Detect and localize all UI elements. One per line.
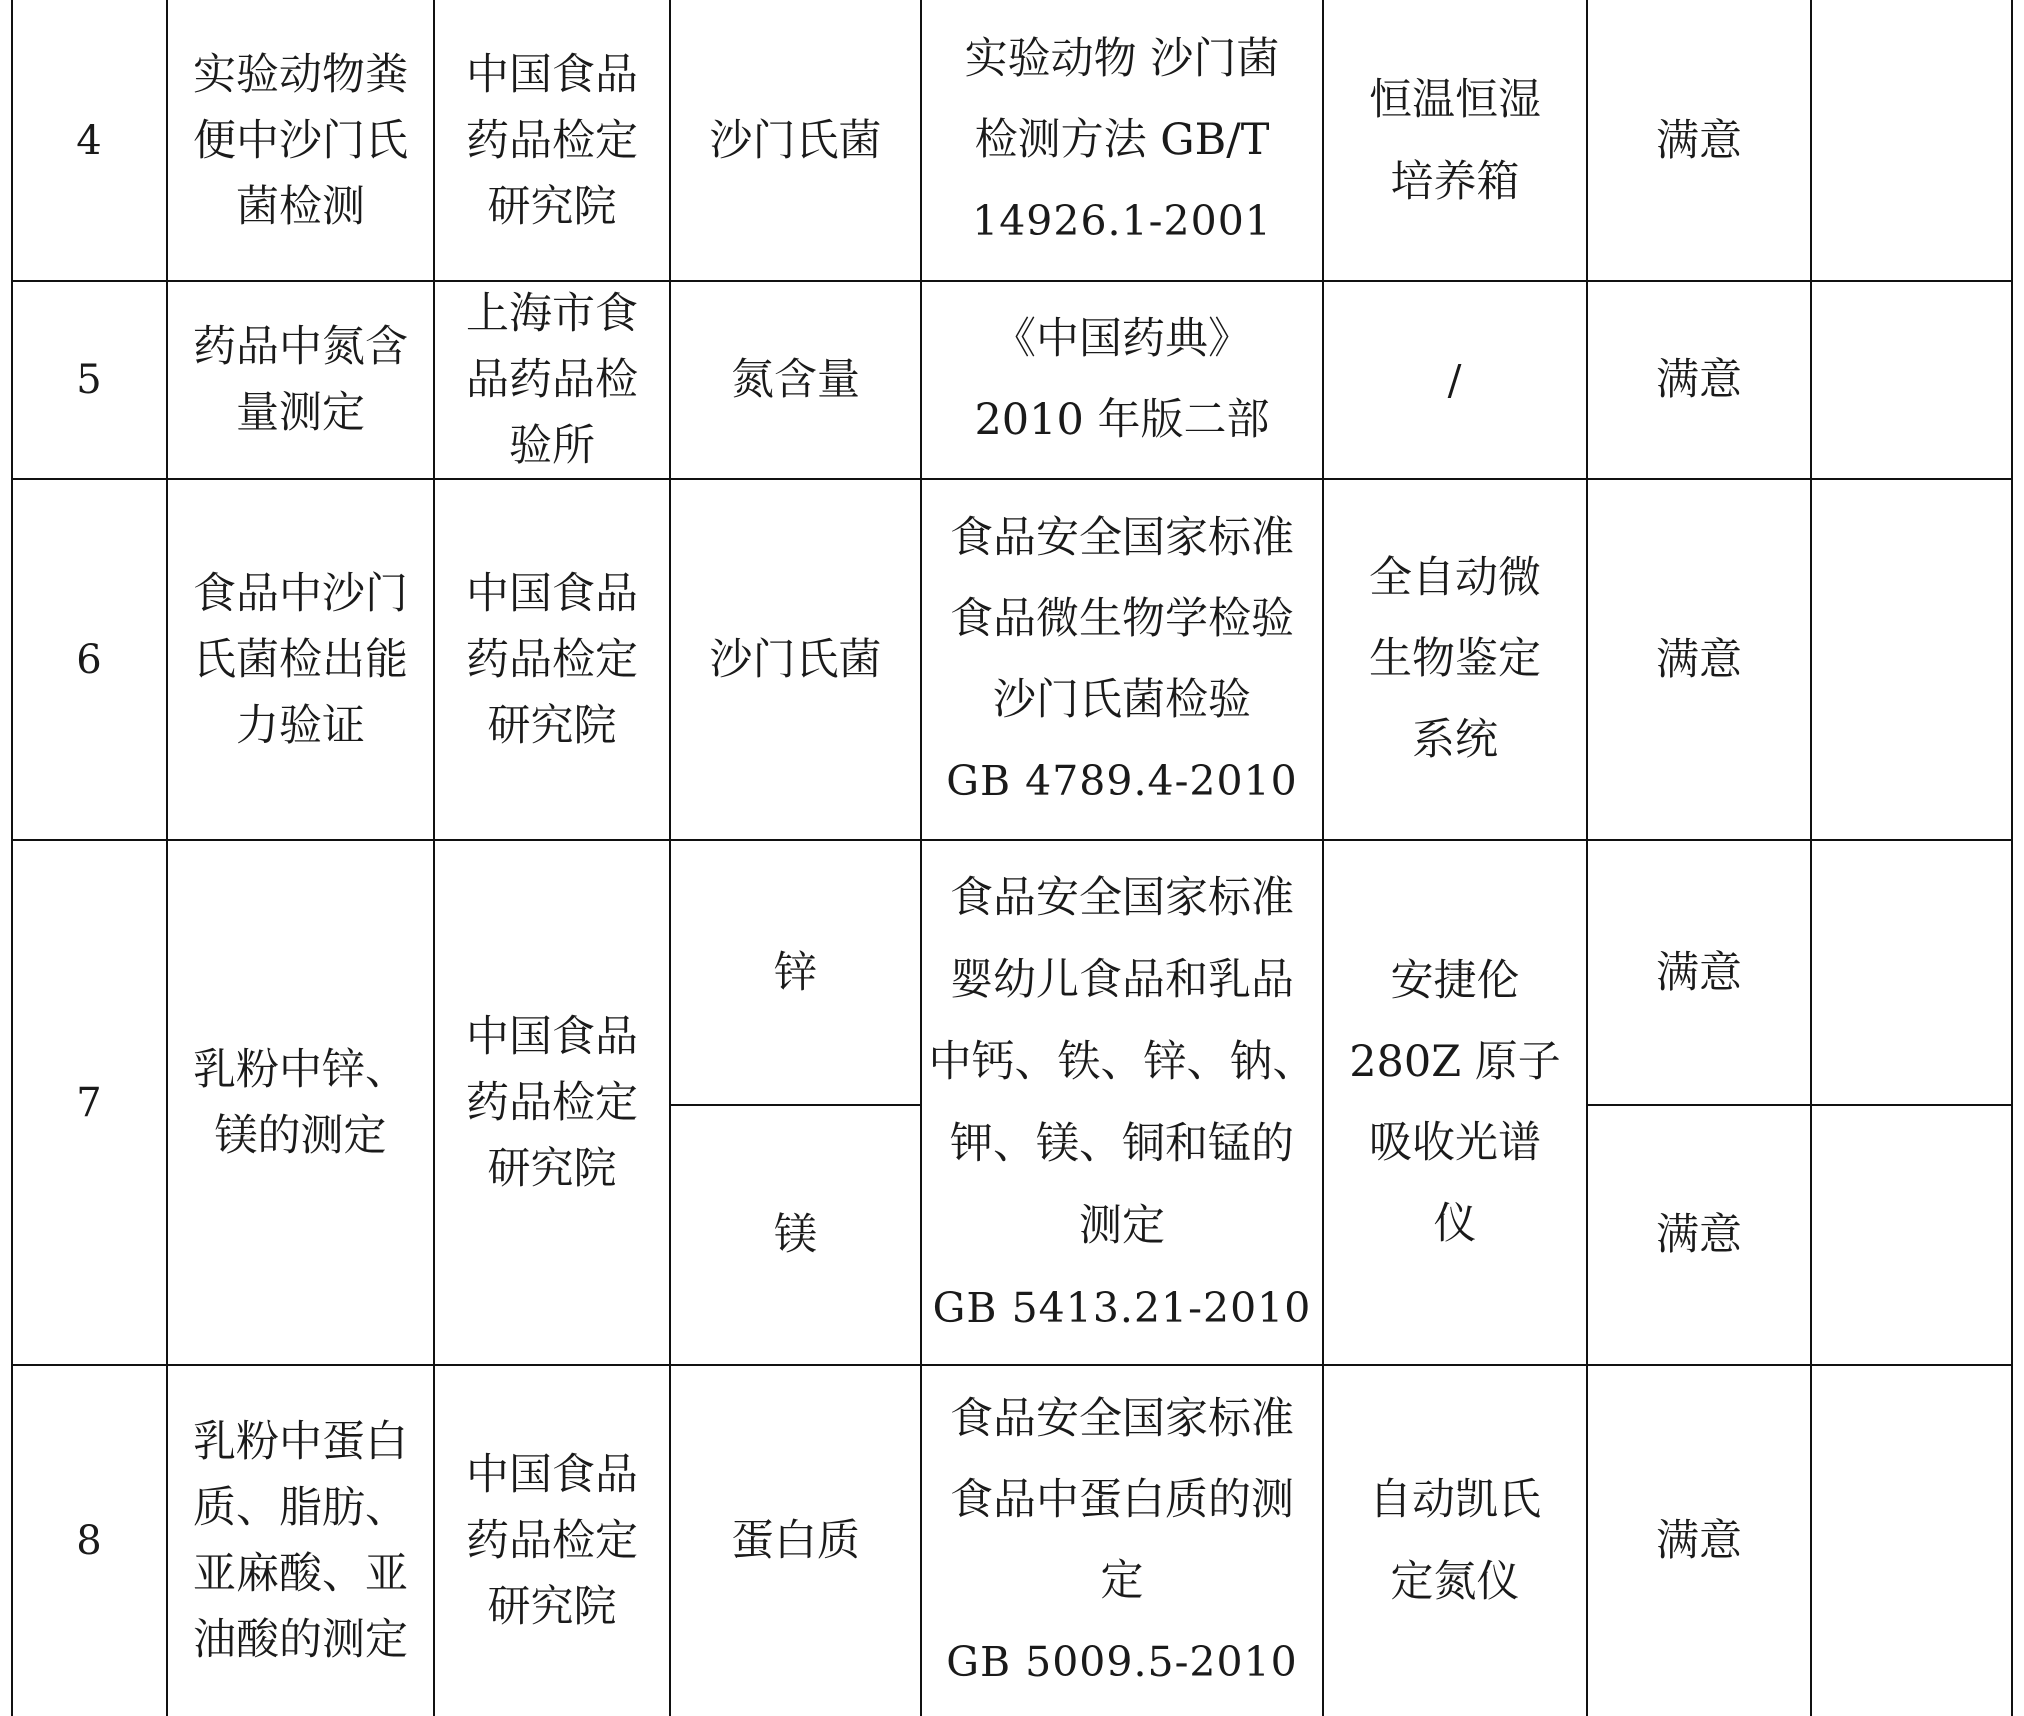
project-name-line: 乳粉中蛋白	[193, 1416, 408, 1467]
equipment-line: 系统	[1412, 715, 1498, 765]
result-line: 满意	[1656, 1210, 1742, 1260]
result	[1587, 1105, 1811, 1365]
test-method-line: 食品微生物学检验	[950, 593, 1294, 644]
equipment-line: 吸收光谱	[1369, 1117, 1541, 1168]
project-name-line: 亚麻酸、亚	[193, 1548, 408, 1599]
remark	[1811, 281, 2012, 479]
row-rule	[12, 1364, 2012, 1366]
column-rule	[2011, 0, 2013, 1716]
organizer	[434, 840, 670, 1365]
organizer-line: 中国食品	[466, 568, 638, 619]
row-number	[12, 479, 167, 840]
test-item-line: 氮含量	[731, 355, 860, 405]
organizer-line: 中国食品	[466, 49, 638, 100]
result	[1587, 1365, 1811, 1716]
equipment	[1323, 479, 1587, 840]
row-rule	[12, 280, 2012, 282]
remark	[1811, 840, 2012, 1105]
row-number	[12, 281, 167, 479]
organizer-line: 品药品检	[466, 355, 638, 405]
test-method-line: 14926.1-2001	[972, 197, 1272, 245]
test-method-line: 定	[1100, 1555, 1144, 1606]
test-method	[921, 479, 1323, 840]
test-method-line: GB 4789.4-2010	[946, 756, 1298, 805]
test-method-line: GB 5009.5-2010	[946, 1637, 1298, 1686]
result	[1587, 0, 1811, 281]
row-number-line: 4	[76, 117, 103, 164]
result-line: 满意	[1656, 1515, 1742, 1566]
project-name-line: 便中沙门氏	[193, 115, 408, 166]
test-item	[670, 1105, 921, 1365]
test-method-line: 食品安全国家标准	[950, 512, 1294, 563]
row-rule	[12, 478, 2012, 480]
test-method	[921, 0, 1323, 281]
result-line: 满意	[1656, 355, 1742, 405]
organizer-line: 上海市食	[466, 289, 638, 339]
equipment-line: 全自动微	[1369, 553, 1541, 603]
test-method-line: 检测方法 GB/T	[974, 115, 1270, 165]
project-name-line: 镁的测定	[214, 1110, 387, 1161]
equipment	[1323, 840, 1587, 1365]
column-rule	[433, 0, 435, 1716]
row-rule	[12, 839, 2012, 841]
equipment-line: 恒温恒湿	[1369, 74, 1541, 125]
test-item	[670, 281, 921, 479]
project-name-line: 菌检测	[236, 181, 365, 232]
equipment-line: 安捷伦	[1390, 955, 1520, 1006]
test-item-line: 沙门氏菌	[709, 115, 882, 166]
test-method-line: 钾、镁、铜和锰的	[950, 1118, 1294, 1169]
project-name-line: 量测定	[236, 388, 365, 438]
row-number-line: 8	[76, 1517, 103, 1564]
column-rule	[920, 0, 922, 1716]
sub-row-rule	[1587, 1104, 2012, 1106]
row-number	[12, 1365, 167, 1716]
organizer-line: 研究院	[487, 1581, 617, 1632]
project-name	[167, 281, 434, 479]
remark	[1811, 479, 2012, 840]
test-method-line: 婴幼儿食品和乳品	[950, 954, 1294, 1005]
test-item-line: 沙门氏菌	[709, 634, 882, 685]
remark	[1811, 1365, 2012, 1716]
organizer-line: 研究院	[487, 181, 617, 232]
test-item-line: 镁	[774, 1210, 817, 1260]
result-line: 满意	[1656, 634, 1742, 685]
remark	[1811, 0, 2012, 281]
remark	[1811, 1105, 2012, 1365]
project-name-line: 质、脂肪、	[193, 1482, 408, 1533]
column-rule	[11, 0, 13, 1716]
equipment	[1323, 0, 1587, 281]
project-name-line: 油酸的测定	[193, 1614, 408, 1665]
equipment-line: 生物鉴定	[1369, 634, 1541, 684]
column-rule	[669, 0, 671, 1716]
project-name-line: 乳粉中锌、	[193, 1044, 408, 1095]
test-method	[921, 281, 1323, 479]
project-name	[167, 1365, 434, 1716]
organizer-line: 验所	[509, 421, 595, 471]
test-item	[670, 0, 921, 281]
column-rule	[1810, 0, 1812, 1716]
test-method-line: 食品安全国家标准	[950, 872, 1294, 923]
test-method-line: 食品中蛋白质的测	[950, 1474, 1294, 1525]
equipment-line: 定氮仪	[1390, 1556, 1520, 1607]
organizer-line: 中国食品	[466, 1449, 638, 1500]
project-name-line: 力验证	[236, 700, 365, 751]
project-name	[167, 0, 434, 281]
row-number-line: 5	[76, 357, 103, 403]
equipment-line: 培养箱	[1390, 156, 1520, 207]
test-method-line: 实验动物 沙门菌	[964, 34, 1280, 84]
column-rule	[166, 0, 168, 1716]
test-method-line: 《中国药典》	[993, 314, 1251, 364]
project-name-line: 药品中氮含	[193, 322, 408, 372]
test-item	[670, 840, 921, 1105]
equipment-line: 280Z 原子	[1349, 1036, 1561, 1087]
test-method	[921, 840, 1323, 1365]
test-method-line: 沙门氏菌检验	[993, 674, 1251, 725]
organizer-line: 中国食品	[466, 1011, 638, 1062]
test-method-line: GB 5413.21-2010	[932, 1283, 1312, 1332]
organizer	[434, 0, 670, 281]
test-method-line: 测定	[1079, 1200, 1165, 1251]
organizer	[434, 281, 670, 479]
equipment	[1323, 1365, 1587, 1716]
sub-row-rule	[670, 1104, 921, 1106]
test-item	[670, 1365, 921, 1716]
equipment-line: 仪	[1433, 1198, 1477, 1249]
equipment-line: /	[1447, 356, 1463, 404]
organizer	[434, 479, 670, 840]
organizer-line: 药品检定	[466, 634, 638, 685]
organizer-line: 药品检定	[466, 1515, 638, 1566]
project-name	[167, 840, 434, 1365]
test-method-line: 食品安全国家标准	[950, 1393, 1294, 1444]
project-name-line: 氏菌检出能	[193, 634, 408, 685]
result	[1587, 281, 1811, 479]
row-number	[12, 0, 167, 281]
row-number-line: 6	[76, 636, 103, 683]
equipment-line: 自动凯氏	[1369, 1474, 1541, 1525]
test-method-line: 中钙、铁、锌、钠、	[928, 1036, 1316, 1087]
organizer-line: 药品检定	[466, 1077, 638, 1128]
result-line: 满意	[1656, 115, 1742, 166]
row-number-line: 7	[76, 1079, 103, 1126]
organizer-line: 研究院	[487, 700, 617, 751]
test-method	[921, 1365, 1323, 1716]
test-item	[670, 479, 921, 840]
organizer-line: 药品检定	[466, 115, 638, 166]
organizer	[434, 1365, 670, 1716]
test-method-line: 2010 年版二部	[974, 395, 1270, 445]
test-item-line: 蛋白质	[731, 1515, 860, 1566]
organizer-line: 研究院	[487, 1143, 617, 1194]
row-number	[12, 840, 167, 1365]
project-name	[167, 479, 434, 840]
result	[1587, 840, 1811, 1105]
equipment	[1323, 281, 1587, 479]
result-line: 满意	[1656, 947, 1742, 998]
column-rule	[1322, 0, 1324, 1716]
test-item-line: 锌	[774, 947, 817, 998]
project-name-line: 实验动物粪	[193, 49, 408, 100]
result	[1587, 479, 1811, 840]
project-name-line: 食品中沙门	[193, 568, 408, 619]
column-rule	[1586, 0, 1588, 1716]
